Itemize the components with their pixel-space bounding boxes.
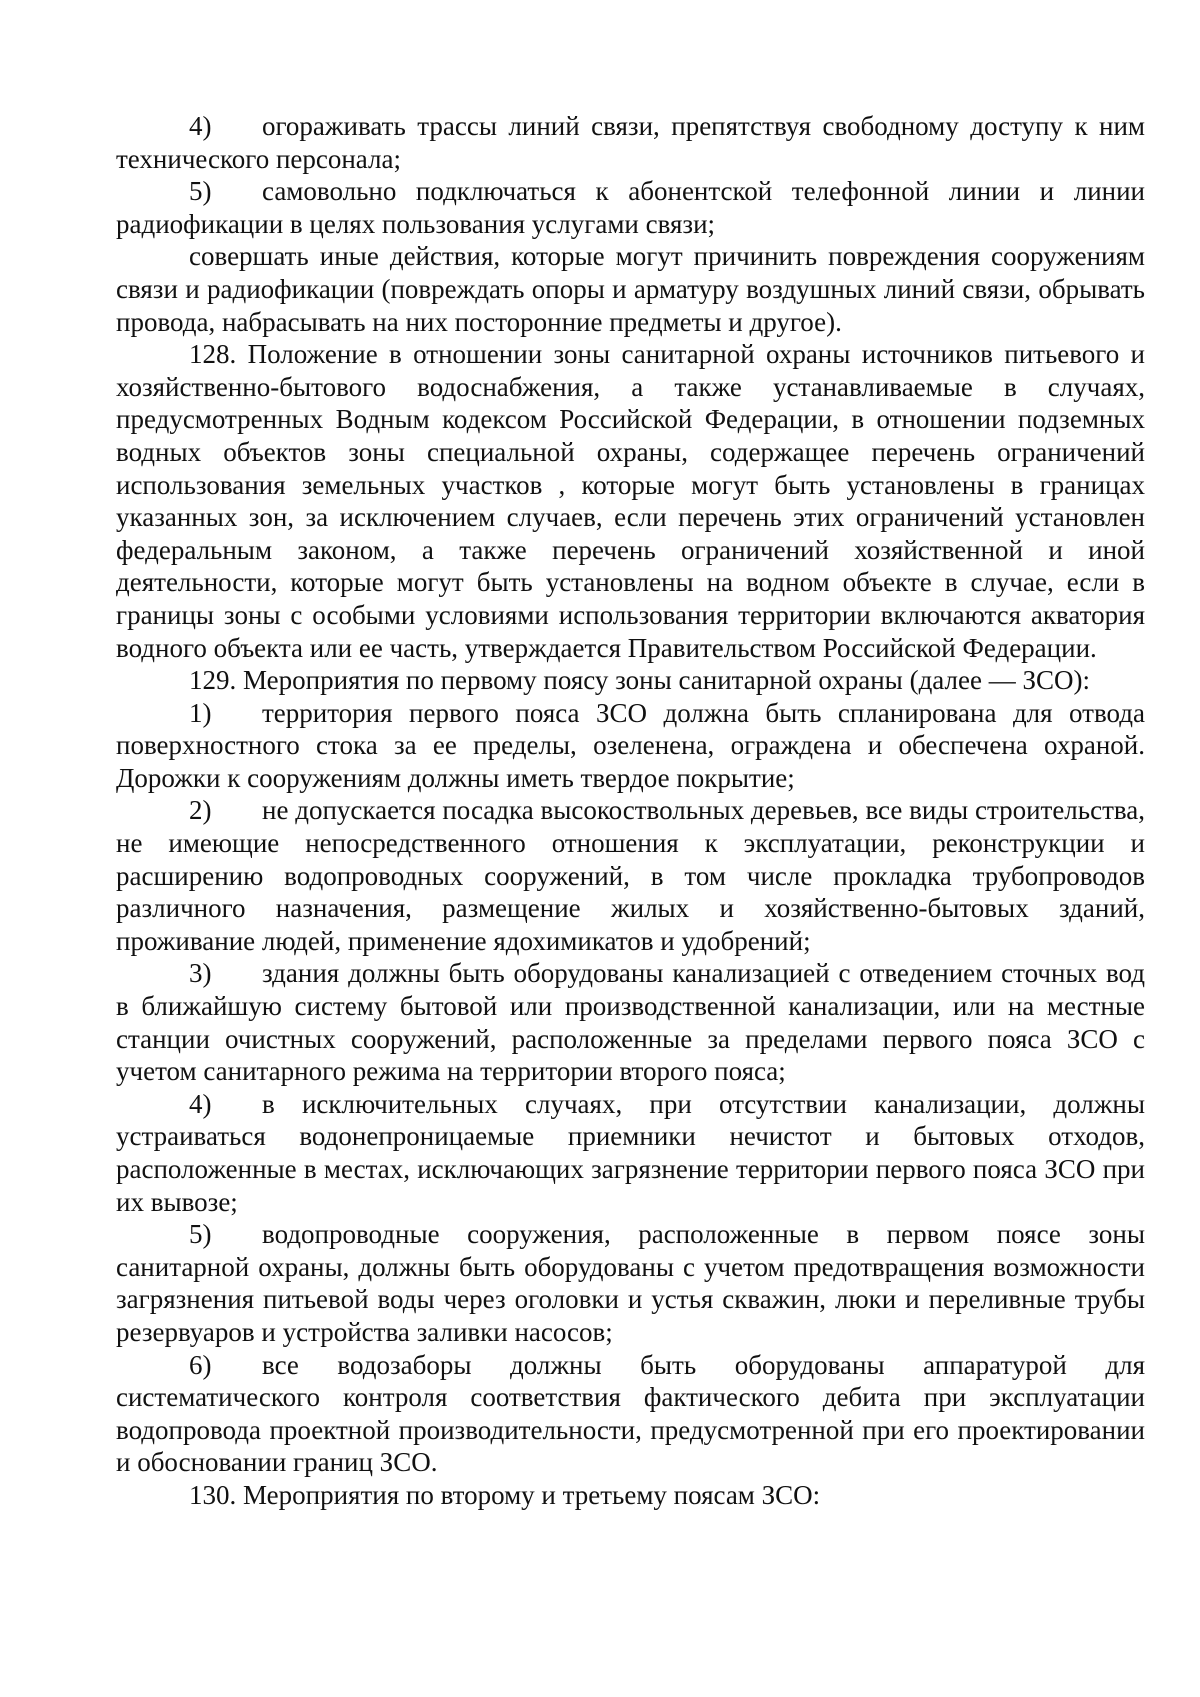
item-text: в исключительных случаях, при отсутствии канализации, должны устраиваться водонепроницаемые приемники нечистот и бытовых отходов, расположенные в местах, исключающих загрязнение территории первого пояса ЗСО при их вывозе;: [116, 1088, 1145, 1217]
list-item-4-receivers: [116, 1088, 1145, 1218]
item-number: 4): [189, 1088, 212, 1119]
paragraph-130-heading: [116, 1479, 1145, 1512]
list-item-1-territory: [116, 697, 1145, 795]
list-item-4-fence: [116, 110, 1145, 175]
list-item-3-sewerage: [116, 957, 1145, 1087]
paragraph-128: [116, 338, 1145, 664]
item-number: 4): [189, 111, 212, 141]
item-text: все водозаборы должны быть оборудованы аппаратурой для систематического контроля соответствия фактического дебита при эксплуатации водопровода проектной производительности, предусмотренной при его проектировании и обосновании границ ЗСО.: [116, 1349, 1145, 1478]
item-number: 5): [189, 176, 212, 207]
item-number: 6): [189, 1349, 212, 1380]
list-item-2-restrictions: [116, 794, 1145, 957]
list-item-other-actions: [116, 240, 1145, 338]
item-number: 3): [189, 958, 212, 989]
document-page: [116, 110, 1145, 1512]
paragraph-text: 130. Мероприятия по второму и третьему поясам ЗСО:: [189, 1479, 821, 1510]
item-text: не допускается посадка высокоствольных деревьев, все виды строительства, не имеющие непосредственного отношения к эксплуатации, реконструкции и расширению водопроводных сооружений, в том числе прокладка трубопроводов различного назначения, размещение жилых и хозяйственно-бытовых зданий, проживание людей, применение ядохимикатов и удобрений;: [116, 795, 1145, 956]
list-item-6-intakes: [116, 1349, 1145, 1479]
list-item-5-waterworks: [116, 1218, 1145, 1348]
paragraph-text: 128. Положение в отношении зоны санитарной охраны источников питьевого и хозяйственно-бытового водоснабжения, а также устанавливаемые в случаях, предусмотренных Водным кодексом Российской Федерации, в отношении подземных водных объектов зоны специальной охраны, содержащее перечень ограничений использования земельных участков , которые могут быть установлены в границах указанных зон, за исключением случаев, если перечень этих ограничений установлен федеральным законом, а также перечень ограничений хозяйственной и иной деятельности, которые могут быть установлены на водном объекте в случае, если в границы зоны с особыми условиями использования территории включаются акватория водного объекта или ее часть, утверждается Правительством Российской Федерации.: [116, 339, 1145, 663]
item-text: совершать иные действия, которые могут причинить повреждения сооружениям связи и радиофикации (повреждать опоры и арматуру воздушных линий связи, обрывать провода, набрасывать на них посторонние предметы и другое).: [116, 241, 1145, 337]
item-text: самовольно подключаться к абонентской телефонной линии и линии радиофикации в целях пользования услугами связи;: [116, 176, 1145, 239]
list-item-5-connect: [116, 175, 1145, 240]
item-number: 1): [189, 697, 212, 728]
item-number: 5): [189, 1219, 212, 1250]
item-text: здания должны быть оборудованы канализацией с отведением сточных вод в ближайшую систему бытовой или производственной канализации, или на местные станции очистных сооружений, расположенные за пределами первого пояса ЗСО с учетом санитарного режима на территории второго пояса;: [116, 958, 1145, 1087]
paragraph-129-heading: [116, 664, 1145, 697]
item-text: огораживать трассы линий связи, препятствуя свободному доступу к ним технического персонала;: [116, 111, 1145, 174]
item-number: 2): [189, 795, 212, 826]
paragraph-text: 129. Мероприятия по первому поясу зоны санитарной охраны (далее — ЗСО):: [189, 665, 1090, 696]
item-text: территория первого пояса ЗСО должна быть спланирована для отвода поверхностного стока за ее пределы, озеленена, ограждена и обеспечена охраной. Дорожки к сооружениям должны иметь твердое покрытие;: [116, 697, 1145, 793]
item-text: водопроводные сооружения, расположенные в первом поясе зоны санитарной охраны, должны быть оборудованы с учетом предотвращения возможности загрязнения питьевой воды через оголовки и устья скважин, люки и переливные трубы резервуаров и устройства заливки насосов;: [116, 1219, 1145, 1347]
